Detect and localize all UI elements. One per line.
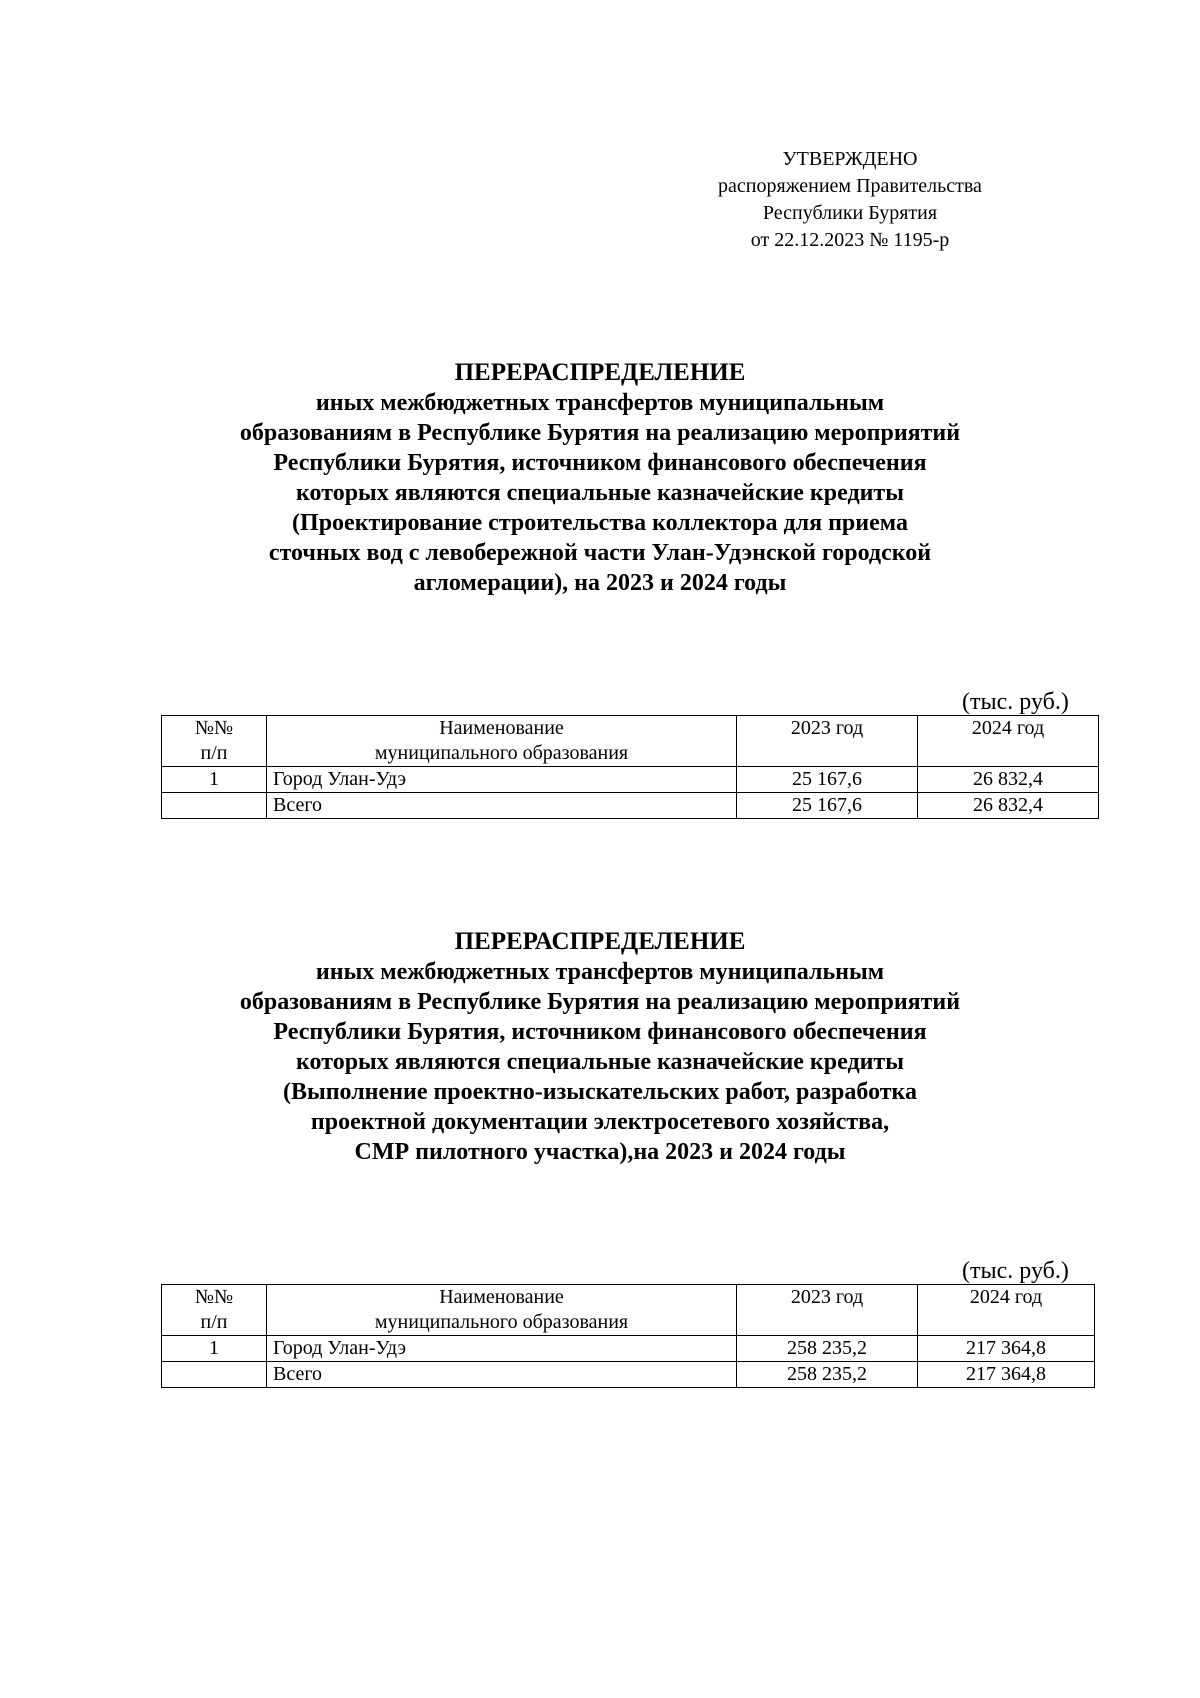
section-2-title-line: образованиям в Республике Бурятия на реализацию мероприятий [239,989,961,1015]
row-name: Всего [267,793,737,819]
section-2-heading: ПЕРЕРАСПРЕДЕЛЕНИЕ [454,928,746,955]
header-year-2023: 2023 год [737,1285,918,1336]
section-1-title-line: Республики Бурятия, источником финансового обеспечения [273,450,927,476]
table-header-row [162,716,1099,767]
table-total-row [162,793,1099,819]
header-number [162,1285,267,1336]
section-1-units: (тыс. руб.) [962,689,1069,715]
row-name: Город Улан-Удэ [267,1336,737,1362]
header-number-line2: п/п [200,1311,228,1333]
row-name: Всего [267,1362,737,1388]
section-1-table [161,715,1099,819]
table-row [162,1336,1095,1362]
section-2-units: (тыс. руб.) [962,1258,1069,1284]
header-name-line2: муниципального образования [374,742,629,764]
row-value-2023: 25 167,6 [737,767,918,793]
row-value-2024: 26 832,4 [918,767,1099,793]
section-1-title-line: образованиям в Республике Бурятия на реализацию мероприятий [239,420,961,446]
header-year-2024: 2024 год [918,1285,1095,1336]
section-2-title [160,927,1040,1167]
row-value-2023: 258 235,2 [737,1362,918,1388]
row-number: 1 [162,767,267,793]
row-number [162,1362,267,1388]
header-name-line2: муниципального образования [374,1311,629,1333]
section-1-title-line: которых являются специальные казначейские кредиты [296,480,904,506]
header-number-line2: п/п [200,742,228,764]
section-1-title-line: иных межбюджетных трансфертов муниципальным [315,390,885,416]
section-1-title [160,358,1040,598]
section-2-title-line: проектной документации электросетевого хозяйства, [310,1109,890,1135]
row-value-2023: 258 235,2 [737,1336,918,1362]
header-name [267,1285,737,1336]
table-header-row [162,1285,1095,1336]
row-value-2023: 25 167,6 [737,793,918,819]
header-name [267,716,737,767]
section-2-title-line: СМР пилотного участка),на 2023 и 2024 годы [354,1139,846,1165]
section-2-title-line: иных межбюджетных трансфертов муниципальным [315,959,885,985]
row-number [162,793,267,819]
header-name-line1: Наименование [439,717,564,739]
approval-title: УТВЕРЖДЕНО [782,148,918,170]
table-total-row [162,1362,1095,1388]
section-1-title-line: (Проектирование строительства коллектора для приема [292,510,908,536]
row-number: 1 [162,1336,267,1362]
header-name-line1: Наименование [439,1286,564,1308]
section-1-title-line: агломерации), на 2023 и 2024 годы [413,570,787,596]
table-row [162,767,1099,793]
section-2-title-line: Республики Бурятия, источником финансового обеспечения [273,1019,927,1045]
header-number-line1: №№ [194,1286,234,1308]
section-1-heading: ПЕРЕРАСПРЕДЕЛЕНИЕ [454,359,746,386]
header-number-line1: №№ [194,717,234,739]
header-year-2023: 2023 год [737,716,918,767]
approval-date-number: от 22.12.2023 № 1195-р [750,229,950,251]
section-2-table [161,1284,1095,1388]
approval-republic: Республики Бурятия [762,202,938,224]
section-2-title-line: (Выполнение проектно-изыскательских работ, разработка [282,1079,918,1105]
row-name: Город Улан-Удэ [267,767,737,793]
section-1-title-line: сточных вод с левобережной части Улан-Удэнской городской [268,540,932,566]
row-value-2024: 217 364,8 [918,1362,1095,1388]
row-value-2024: 26 832,4 [918,793,1099,819]
header-number [162,716,267,767]
header-year-2024: 2024 год [918,716,1099,767]
approval-block [690,146,1010,254]
row-value-2024: 217 364,8 [918,1336,1095,1362]
approval-order: распоряжением Правительства [718,175,982,197]
section-2-title-line: которых являются специальные казначейские кредиты [296,1049,904,1075]
